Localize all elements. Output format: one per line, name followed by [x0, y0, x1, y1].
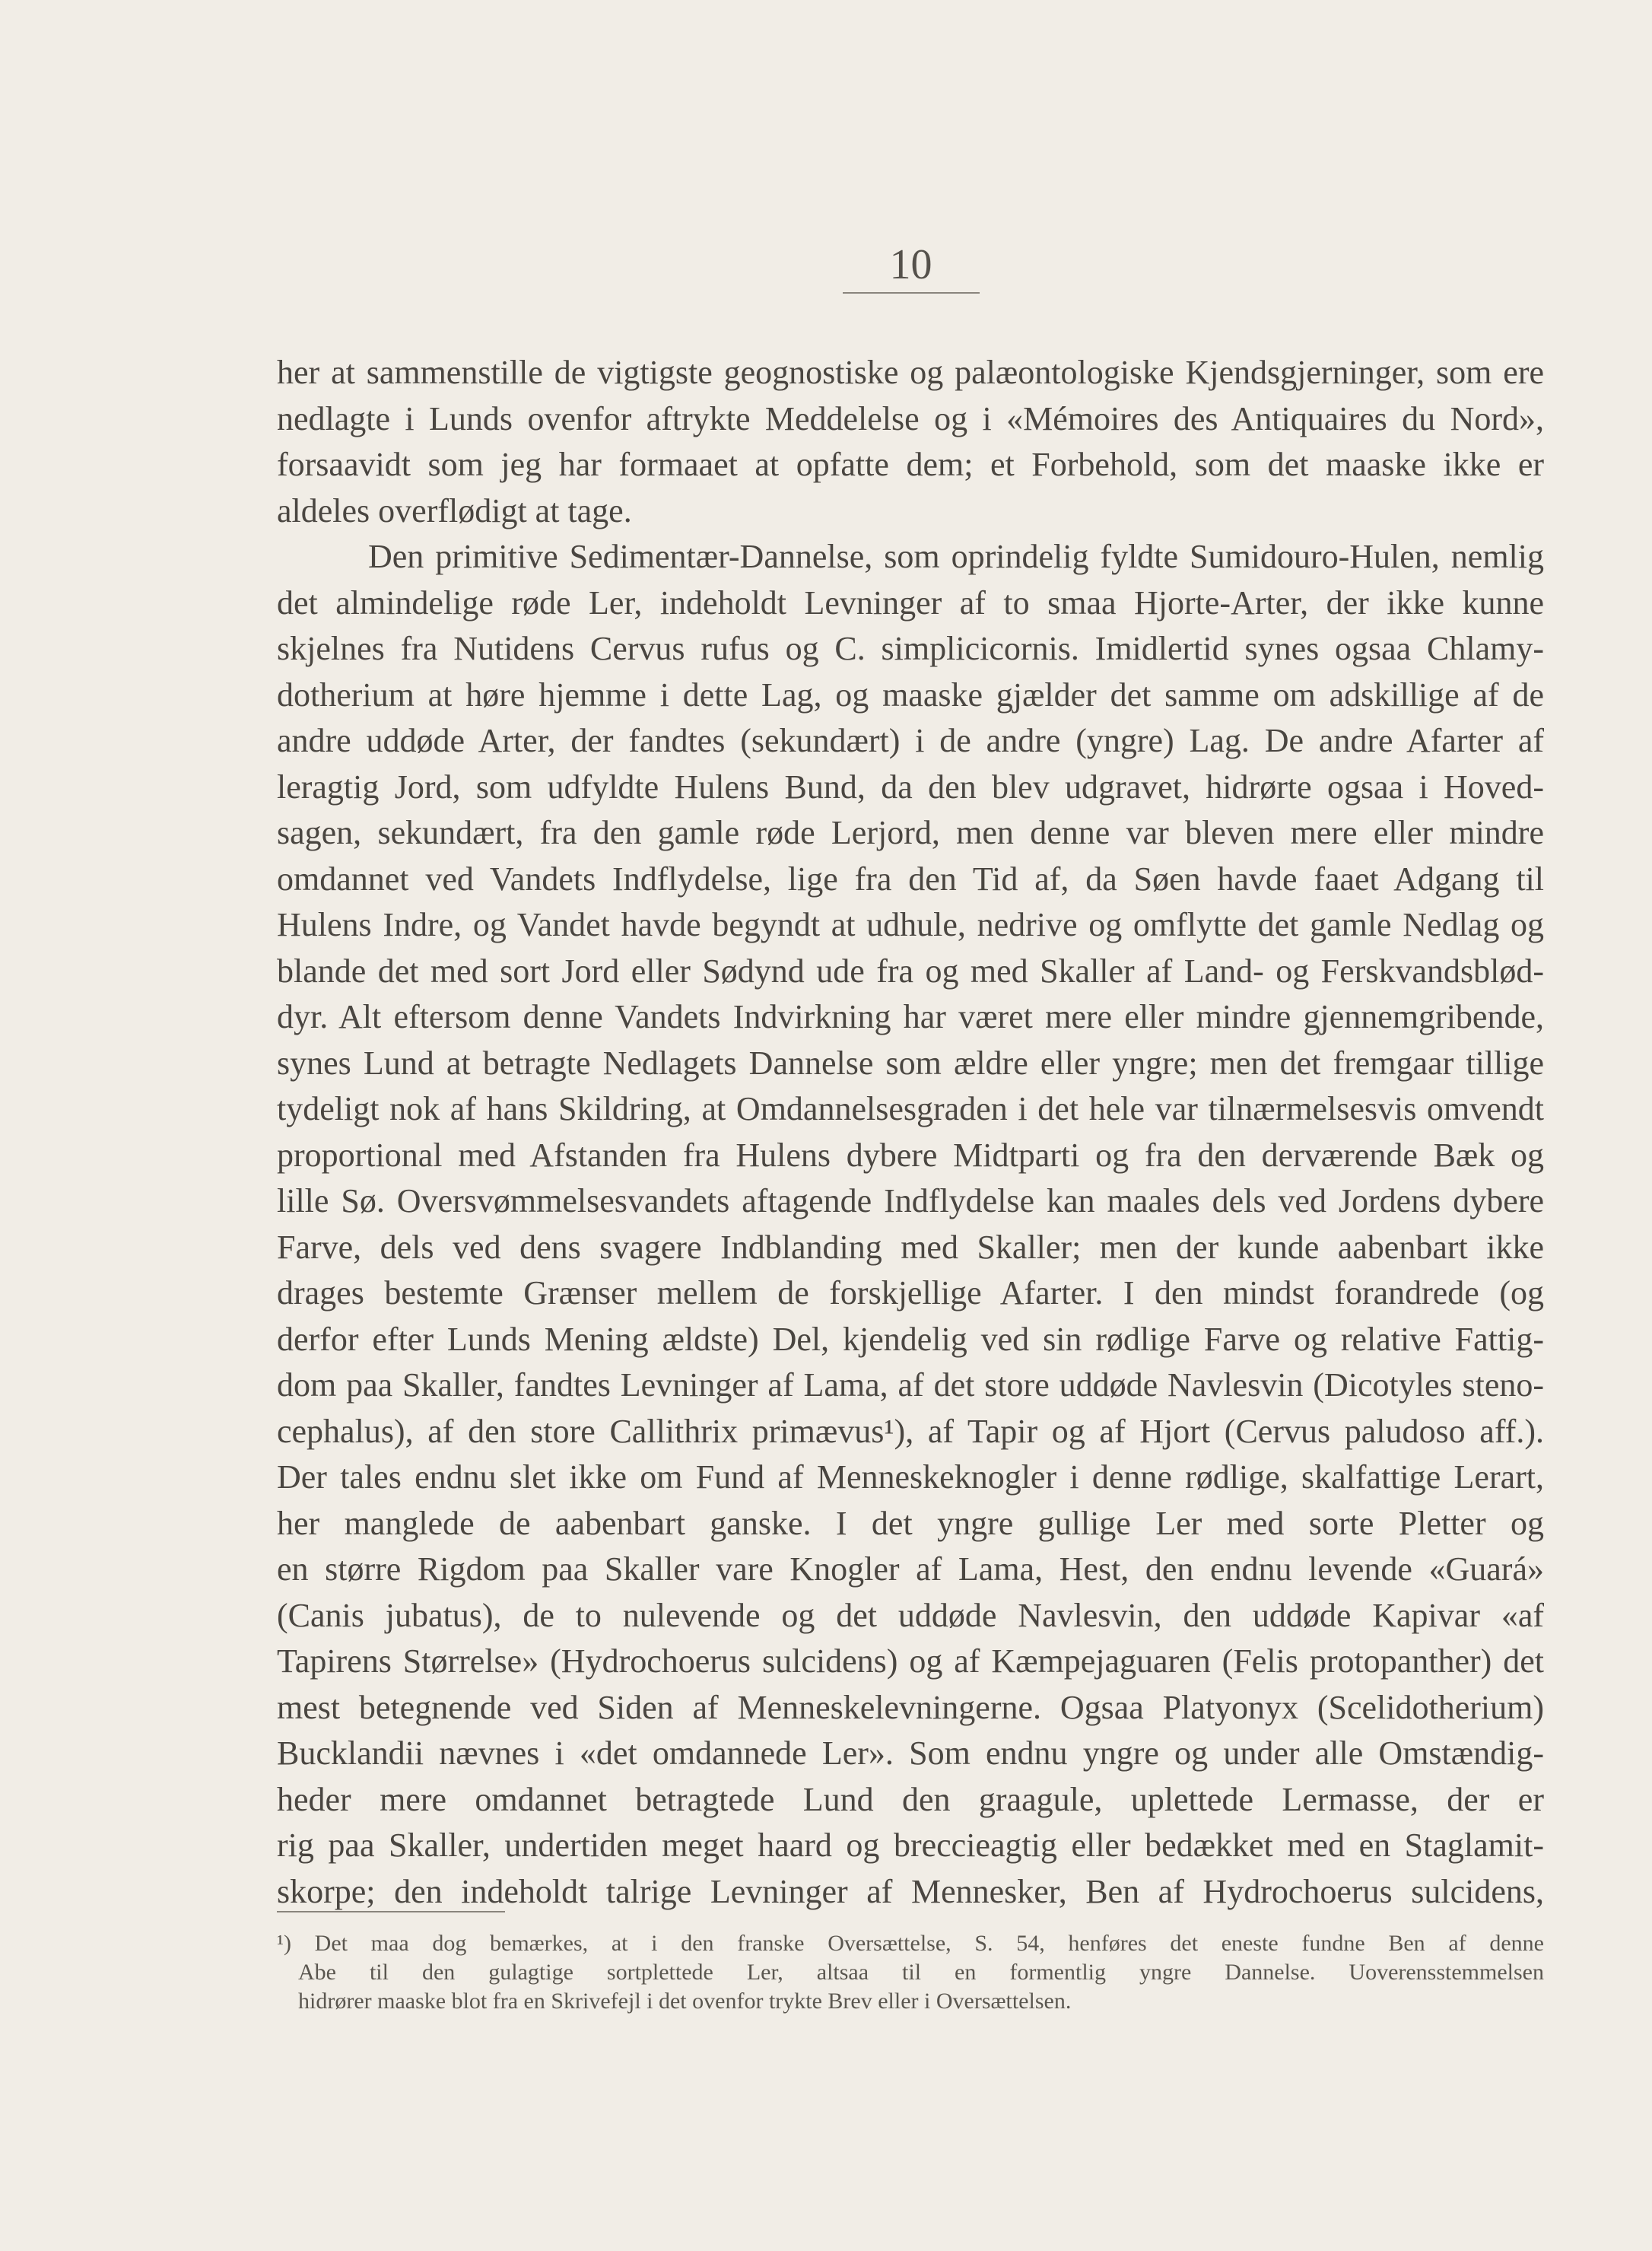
- text-line: dom paa Skaller, fandtes Levninger af Lama, af det store uddøde Navlesvin (Dicotyles steno-: [277, 1366, 1544, 1404]
- text-line: Tapirens Størrelse» (Hydrochoerus sulcidens) og af Kæmpejaguaren (Felis protopanther) det: [277, 1642, 1544, 1680]
- text-line: andre uddøde Arter, der fandtes (sekundært) i de andre (yngre) Lag. De andre Afarter af: [277, 722, 1544, 759]
- text-line: drages bestemte Grænser mellem de forskjellige Afarter. I den mindst forandrede (og: [277, 1274, 1544, 1311]
- text-line: skjelnes fra Nutidens Cervus rufus og C. simplicicornis. Imidlertid synes ogsaa Chlamy-: [277, 630, 1544, 667]
- text-line: lille Sø. Oversvømmelsesvandets aftagende Indflydelse kan maales dels ved Jordens dybere: [277, 1182, 1544, 1219]
- text-line: Bucklandii nævnes i «det omdannede Ler». Som endnu yngre og under alle Omstændig-: [277, 1734, 1544, 1772]
- text-line: leragtig Jord, som udfyldte Hulens Bund, da den blev udgravet, hidrørte ogsaa i Hoved-: [277, 768, 1544, 806]
- footnote-line: ¹) Det maa dog bemærkes, at i den franske Oversættelse, S. 54, henføres det eneste fundne Ben af denne: [277, 1931, 1544, 1956]
- footnotes: [277, 1929, 1544, 2016]
- footnote-rule: [277, 1911, 505, 1912]
- text-line: blande det med sort Jord eller Sødynd ude fra og med Skaller af Land- og Ferskvandsblød-: [277, 952, 1544, 990]
- text-line: proportional med Afstanden fra Hulens dybere Midtparti og fra den derværende Bæk og: [277, 1136, 1544, 1174]
- text-line: Der tales endnu slet ikke om Fund af Menneskeknogler i denne rødlige, skalfattige Lerart,: [277, 1458, 1544, 1496]
- text-line: dotherium at høre hjemme i dette Lag, og maaske gjælder det samme om adskillige af de: [277, 676, 1544, 714]
- text-line: nedlagte i Lunds ovenfor aftrykte Meddelelse og i «Mémoires des Antiquaires du Nord»,: [277, 399, 1544, 437]
- text-line: omdannet ved Vandets Indflydelse, lige fra den Tid af, da Søen havde faaet Adgang til: [277, 860, 1544, 898]
- text-line: dyr. Alt eftersom denne Vandets Indvirkning har været mere eller mindre gjennemgribende,: [277, 998, 1544, 1035]
- text-line: aldeles overflødigt at tage.: [277, 491, 632, 529]
- text-line: synes Lund at betragte Nedlagets Dannelse som ældre eller yngre; men det fremgaar tillige: [277, 1044, 1544, 1082]
- text-line: forsaavidt som jeg har formaaet at opfatte dem; et Forbehold, som det maaske ikke er: [277, 446, 1544, 483]
- body-text: [277, 350, 1544, 1915]
- text-line: cephalus), af den store Callithrix primævus¹), af Tapir og af Hjort (Cervus paludoso aff.).: [277, 1412, 1544, 1450]
- text-line: her at sammenstille de vigtigste geognostiske og palæontologiske Kjendsgjerninger, som ere: [277, 354, 1544, 391]
- text-line: Hulens Indre, og Vandet havde begyndt at udhule, nedrive og omflytte det gamle Nedlag og: [277, 906, 1544, 943]
- text-line: her manglede de aabenbart ganske. I det yngre gullige Ler med sorte Pletter og: [277, 1504, 1544, 1542]
- text-line: Farve, dels ved dens svagere Indblanding med Skaller; men der kunde aabenbart ikke: [277, 1228, 1544, 1266]
- text-line: skorpe; den indeholdt talrige Levninger af Mennesker, Ben af Hydrochoerus sulcidens,: [277, 1872, 1544, 1910]
- text-line: rig paa Skaller, undertiden meget haard og breccieagtig eller bedækket med en Staglamit-: [277, 1827, 1544, 1864]
- text-line: tydeligt nok af hans Skildring, at Omdannelsesgraden i det hele var tilnærmelsesvis omvendt: [277, 1090, 1544, 1127]
- text-line: mest betegnende ved Siden af Menneskelevningerne. Ogsaa Platyonyx (Scelidotherium): [277, 1688, 1544, 1726]
- footnote-line: hidrører maaske blot fra en Skrivefejl i det ovenfor trykte Brev eller i Oversættelsen.: [298, 1989, 1072, 2014]
- text-line: heder mere omdannet betragtede Lund den graagule, uplettede Lermasse, der er: [277, 1780, 1544, 1818]
- text-line: Den primitive Sedimentær-Dannelse, som oprindelig fyldte Sumidouro-Hulen, nemlig: [368, 538, 1544, 575]
- text-line: derfor efter Lunds Mening ældste) Del, kjendelig ved sin rødlige Farve og relative Fattig-: [277, 1320, 1544, 1358]
- text-line: sagen, sekundært, fra den gamle røde Lerjord, men denne var bleven mere eller mindre: [277, 814, 1544, 851]
- footnote-line: Abe til den gulagtige sortplettede Ler, altsaa til en formentlig yngre Dannelse. Uoverensstemmelsen: [298, 1960, 1544, 1985]
- text-line: (Canis jubatus), de to nulevende og det uddøde Navlesvin, den uddøde Kapivar «af: [277, 1596, 1544, 1634]
- text-line: en større Rigdom paa Skaller vare Knogler af Lama, Hest, den endnu levende «Guará»: [277, 1550, 1544, 1588]
- page-number: 10: [889, 241, 932, 288]
- text-line: det almindelige røde Ler, indeholdt Levninger af to smaa Hjorte-Arter, der ikke kunne: [277, 583, 1544, 622]
- page-number-rule: [843, 292, 980, 294]
